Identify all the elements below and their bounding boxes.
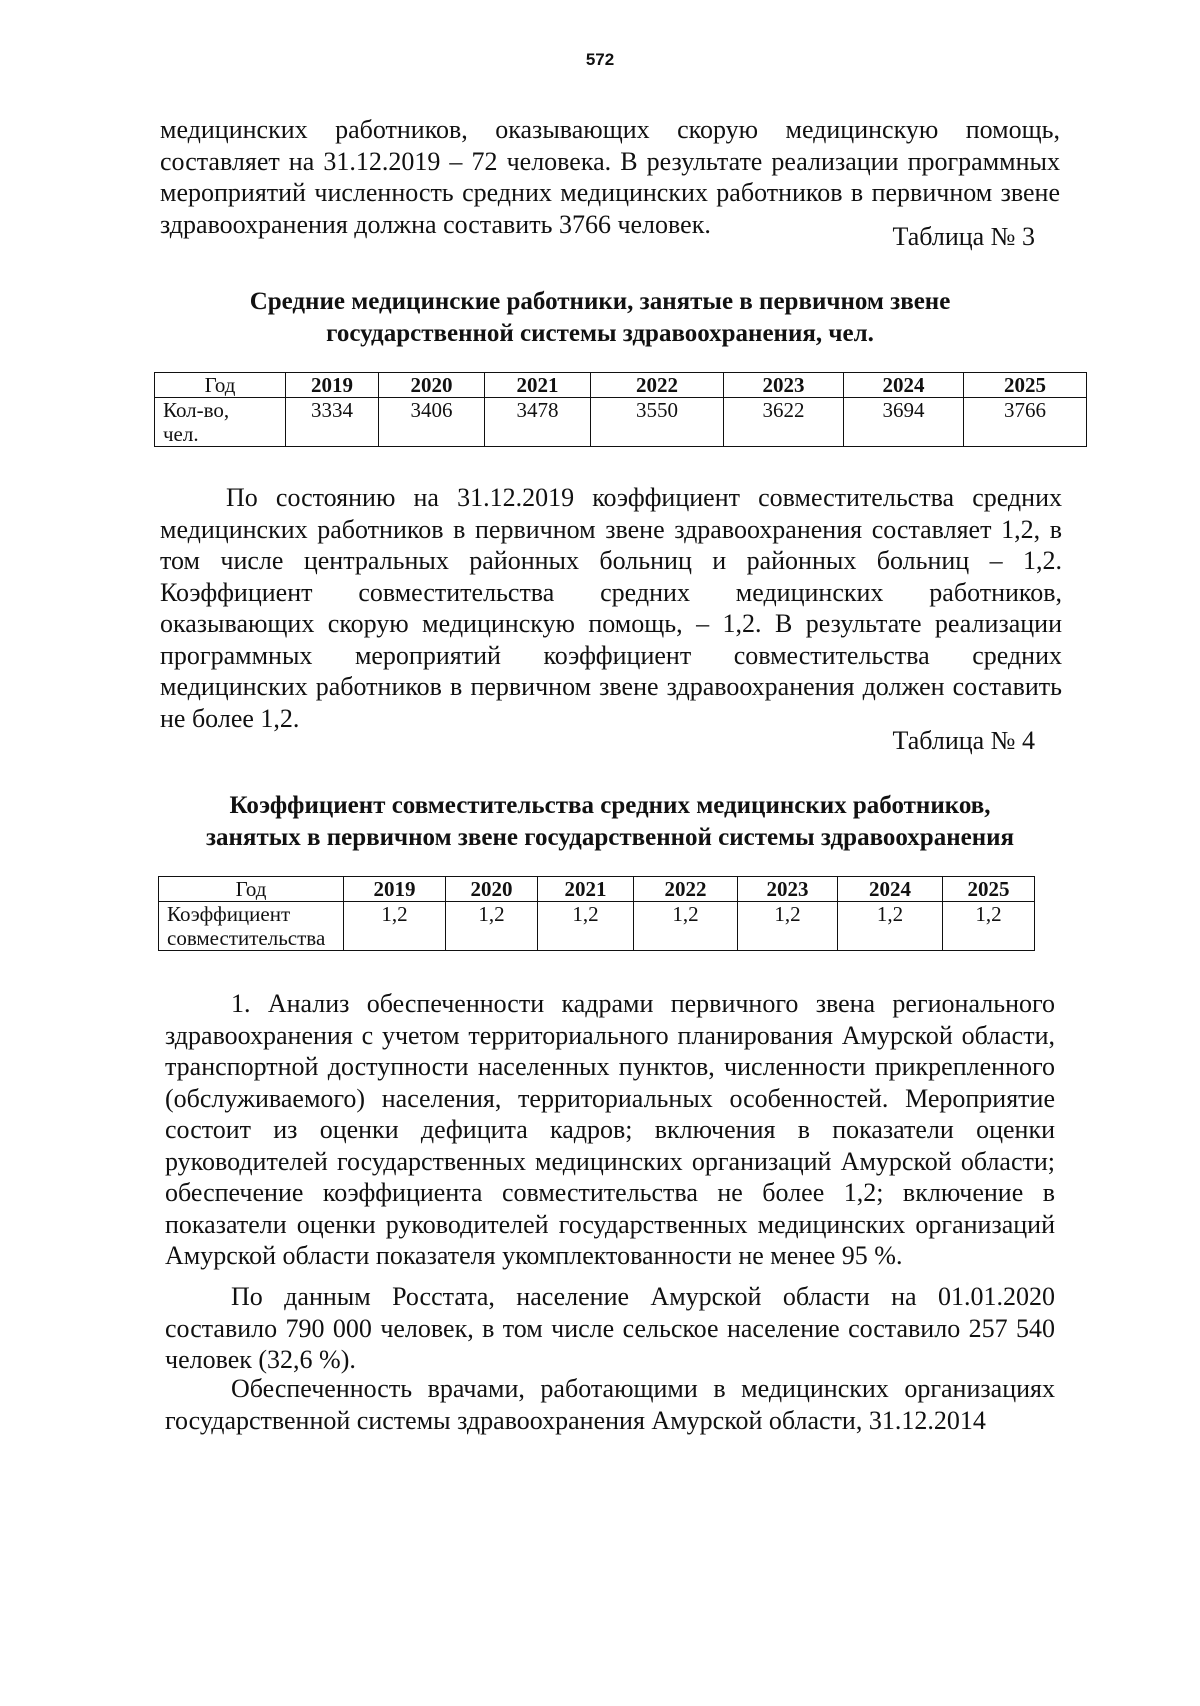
table-4-year-2019: 2019 xyxy=(344,877,446,902)
table-4-year-2025: 2025 xyxy=(943,877,1035,902)
table-3-value-2020: 3406 xyxy=(379,398,485,447)
table-3-value-2025: 3766 xyxy=(964,398,1087,447)
table-4-year-2023: 2023 xyxy=(738,877,838,902)
page-number: 572 xyxy=(585,50,615,69)
table-3-year-2020: 2020 xyxy=(379,373,485,398)
table-4-value-2025: 1,2 xyxy=(943,902,1035,951)
table-4-year-2020: 2020 xyxy=(446,877,538,902)
table-3-year-2024: 2024 xyxy=(844,373,964,398)
table-3-row-label-line-2: чел. xyxy=(163,422,199,446)
table-4-row-label xyxy=(159,902,344,951)
table-4-title-line-1: Коэффициент совместительства средних медицинских работников, xyxy=(229,792,991,819)
table-3-value-2022: 3550 xyxy=(591,398,724,447)
paragraph-4: По данным Росстата, население Амурской области на 01.01.2020 составило 790 000 человек, в том числе сельское население составило 257 540 человек (32,6 %). xyxy=(165,1282,1055,1374)
table-3-year-2023: 2023 xyxy=(724,373,844,398)
table-4-value-2022: 1,2 xyxy=(634,902,738,951)
table-4-year-2022: 2022 xyxy=(634,877,738,902)
table-4-row-label-line-1: Коэффициент xyxy=(167,902,291,926)
table-4-year-2021: 2021 xyxy=(538,877,634,902)
table-4-data-row xyxy=(159,902,1035,951)
table-3 xyxy=(154,372,1087,447)
table-4-year-2024: 2024 xyxy=(838,877,943,902)
table-3-year-2022: 2022 xyxy=(591,373,724,398)
table-3-header-row xyxy=(155,373,1087,398)
table-4-header-label: Год xyxy=(159,877,344,902)
table-3-title xyxy=(170,286,1030,350)
table-3-data-row xyxy=(155,398,1087,447)
table-4-value-2020: 1,2 xyxy=(446,902,538,951)
table-4-label: Таблица № 4 xyxy=(892,726,1035,755)
table-4-header-row xyxy=(159,877,1035,902)
paragraph-3: 1. Анализ обеспеченности кадрами первичного звена регионального здравоохранения с учетом территориального планирования Амурской области, транспортной доступности населенных пунктов, численности прикрепленного (обслуживаемого) населения, территориальных особенностей. Мероприятие состоит из оценки дефицита кадров; включения в показатели оценки руководителей государственных медицинских организаций Амурской области; обеспечение коэффициента совместительства не более 1,2; включение в показатели оценки руководителей государственных медицинских организаций Амурской области показателя укомплектованности не менее 95 %. xyxy=(165,989,1055,1270)
table-3-year-2021: 2021 xyxy=(485,373,591,398)
table-3-header-label: Год xyxy=(155,373,286,398)
table-3-title-line-2: государственной системы здравоохранения, чел. xyxy=(326,320,874,347)
table-3-label: Таблица № 3 xyxy=(892,222,1035,251)
table-3-value-2024: 3694 xyxy=(844,398,964,447)
table-4-value-2023: 1,2 xyxy=(738,902,838,951)
table-3-value-2019: 3334 xyxy=(286,398,379,447)
table-3-row-label-line-1: Кол-во, xyxy=(163,398,230,422)
table-4 xyxy=(158,876,1035,951)
paragraph-5: Обеспеченность врачами, работающими в медицинских организациях государственной системы здравоохранения Амурской области, 31.12.2014 xyxy=(165,1374,1055,1435)
table-4-row-label-line-2: совместительства xyxy=(167,926,326,950)
paragraph-2: По состоянию на 31.12.2019 коэффициент совместительства средних медицинских работников в первичном звене здравоохранения составляет 1,2, в том числе центральных районных больниц и районных больниц – 1,2. Коэффициент совместительства средних медицинских работников, оказывающих скорую медицинскую помощь, – 1,2. В результате реализации программных мероприятий коэффициент совместительства средних медицинских работников в первичном звене здравоохранения должен составить не более 1,2. xyxy=(160,483,1062,733)
table-3-title-line-1: Средние медицинские работники, занятые в первичном звене xyxy=(249,288,951,315)
table-3-value-2023: 3622 xyxy=(724,398,844,447)
table-4-value-2019: 1,2 xyxy=(344,902,446,951)
table-4-title-line-2: занятых в первичном звене государственной системы здравоохранения xyxy=(205,824,1015,851)
table-3-value-2021: 3478 xyxy=(485,398,591,447)
table-4-value-2021: 1,2 xyxy=(538,902,634,951)
table-4-title xyxy=(160,790,1060,854)
table-3-row-label xyxy=(155,398,286,447)
paragraph-1: медицинских работников, оказывающих скорую медицинскую помощь, составляет на 31.12.2019 – 72 человека. В результате реализации программных мероприятий численность средних медицинских работников в первичном звене здравоохранения должна составить 3766 человек. xyxy=(160,115,1060,239)
table-3-year-2019: 2019 xyxy=(286,373,379,398)
table-4-value-2024: 1,2 xyxy=(838,902,943,951)
table-3-year-2025: 2025 xyxy=(964,373,1087,398)
